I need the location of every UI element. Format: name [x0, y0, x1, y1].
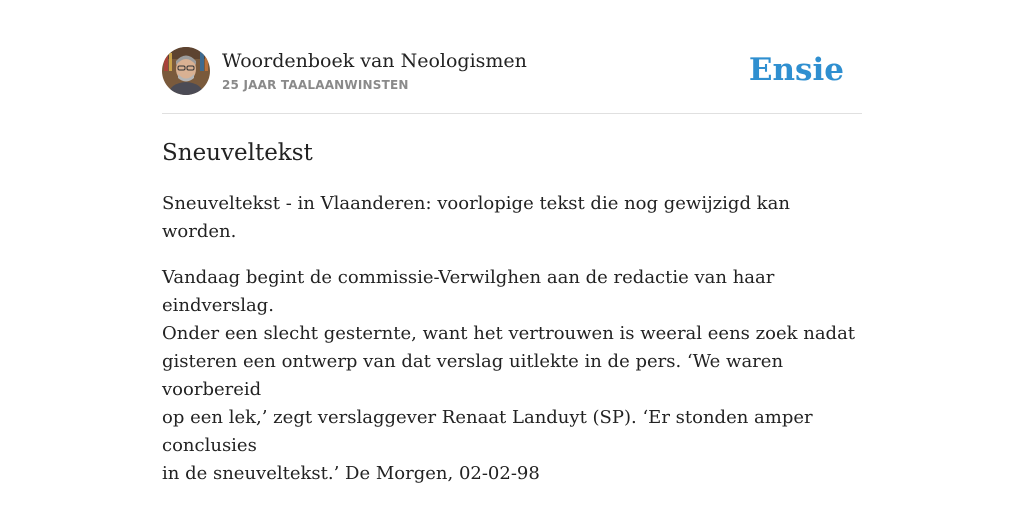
quote-line: Vandaag begint de commissie-Verwilghen aan de redactie van haar eindverslag.: [162, 267, 775, 316]
avatar-portrait-icon: [162, 47, 210, 95]
quote-line: op een lek,’ zegt verslaggever Renaat Landuyt (SP). ‘Er stonden amper conclusies: [162, 407, 813, 456]
blog-title[interactable]: Woordenboek van Neologismen: [222, 50, 527, 72]
definition-paragraph: Sneuveltekst - in Vlaanderen: voorlopige tekst die nog gewijzigd kan worden.: [162, 193, 790, 242]
post-title: Sneuveltekst: [162, 140, 313, 166]
entry-card: [162, 44, 862, 488]
quote-line: in de sneuveltekst.’ De Morgen, 02-02-98: [162, 463, 540, 484]
avatar[interactable]: [162, 47, 210, 95]
quote-paragraph: [162, 264, 862, 488]
header: [162, 44, 862, 114]
blog-subtitle: 25 JAAR TAALAANWINSTEN: [222, 78, 409, 92]
brand-logo[interactable]: Ensie: [748, 52, 844, 88]
quote-line: Onder een slecht gesternte, want het vertrouwen is weeral eens zoek nadat: [162, 323, 856, 344]
quote-line: gisteren een ontwerp van dat verslag uitlekte in de pers. ‘We waren voorbereid: [162, 351, 784, 400]
blog-titles: [222, 49, 749, 93]
